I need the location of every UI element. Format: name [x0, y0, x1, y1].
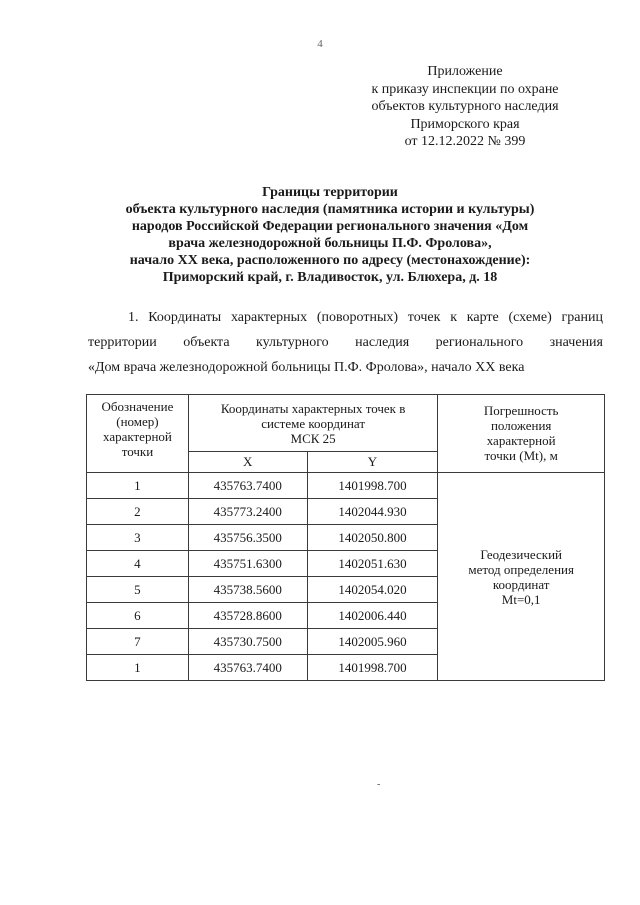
paragraph-line: территории объекта культурного наследия регионального значения	[88, 335, 603, 350]
paragraph-coordinates	[88, 305, 603, 380]
header-y: Y	[307, 452, 438, 473]
point-number: 6	[87, 603, 189, 629]
header-x: X	[188, 452, 307, 473]
y-value: 1402044.930	[307, 499, 438, 525]
appendix-line: объектов культурного наследия	[371, 99, 559, 114]
point-number: 7	[87, 629, 189, 655]
appendix-line: Приморского края	[410, 116, 520, 132]
x-value: 435751.6300	[188, 551, 307, 577]
y-value: 1402051.630	[307, 551, 438, 577]
title-line: Границы территории	[262, 185, 398, 200]
title-line: объекта культурного наследия (памятника истории и культуры)	[125, 202, 535, 217]
x-value: 435738.5600	[188, 577, 307, 603]
coordinates-table	[86, 394, 605, 681]
point-number: 4	[87, 551, 189, 577]
paragraph-line: «Дом врача железнодорожной больницы П.Ф. Фролова», начало XX века	[88, 360, 525, 375]
appendix-line: от 12.12.2022 № 399	[404, 134, 526, 149]
footer-mark: -	[377, 779, 381, 790]
x-value: 435763.7400	[188, 655, 307, 681]
x-value: 435730.7500	[188, 629, 307, 655]
header-point-designation: Обозначение (номер) характерной точки	[87, 395, 189, 473]
table-row	[87, 473, 605, 499]
page-number: 4	[317, 38, 323, 50]
point-number: 1	[87, 655, 189, 681]
accuracy-method: Геодезический метод определения координат Mt=0,1	[438, 473, 605, 681]
point-number: 5	[87, 577, 189, 603]
x-value: 435763.7400	[188, 473, 307, 499]
y-value: 1401998.700	[307, 655, 438, 681]
appendix-header	[350, 63, 580, 151]
point-number: 2	[87, 499, 189, 525]
document-title	[80, 184, 580, 286]
title-line: Приморский край, г. Владивосток, ул. Блюхера, д. 18	[162, 270, 498, 285]
appendix-line: Приложение	[427, 64, 503, 79]
y-value: 1401998.700	[307, 473, 438, 499]
x-value: 435728.8600	[188, 603, 307, 629]
y-value: 1402006.440	[307, 603, 438, 629]
x-value: 435756.3500	[188, 525, 307, 551]
y-value: 1402054.020	[307, 577, 438, 603]
x-value: 435773.2400	[188, 499, 307, 525]
header-accuracy: Погрешность положения характерной точки (Mt), м	[438, 395, 605, 473]
y-value: 1402050.800	[307, 525, 438, 551]
paragraph-line: 1. Координаты характерных (поворотных) точек к карте (схеме) границ	[128, 310, 603, 325]
title-line: народов Российской Федерации регионального значения «Дом	[131, 219, 529, 234]
appendix-line: к приказу инспекции по охране	[371, 81, 559, 97]
header-coordinates: Координаты характерных точек в системе координат МСК 25	[188, 395, 437, 452]
point-number: 1	[87, 473, 189, 499]
title-line: врача железнодорожной больницы П.Ф. Фролова»,	[168, 236, 492, 251]
y-value: 1402005.960	[307, 629, 438, 655]
title-line: начало XX века, расположенного по адресу (местонахождение):	[129, 253, 531, 268]
point-number: 3	[87, 525, 189, 551]
